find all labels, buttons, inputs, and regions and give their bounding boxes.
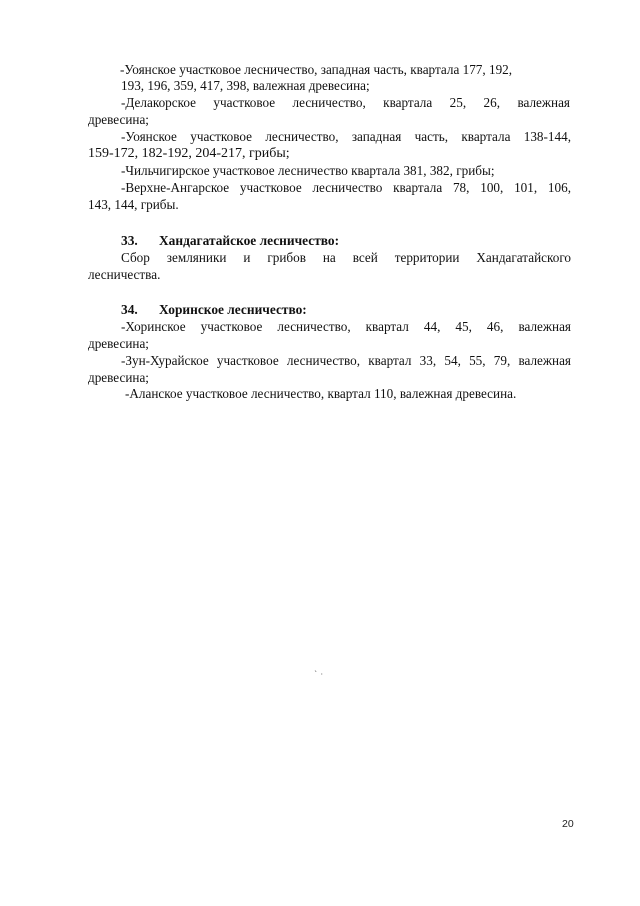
text-line: -Чильчигирское участковое лесничество квартала 381, 382, грибы;: [121, 163, 495, 178]
text-line: -Хоринское участковое лесничество, квартал 44, 45, 46, валежная: [121, 319, 571, 334]
text-line: -Уоянское участковое лесничество, западная часть, квартала 177, 192,: [120, 62, 513, 77]
text-line: 193, 196, 359, 417, 398, валежная древесина;: [121, 78, 370, 93]
section-title: Хоринское лесничество:: [159, 302, 307, 317]
scan-speck: ` ·: [314, 670, 324, 679]
text-line: древесина;: [88, 336, 149, 351]
section-number: 33.: [121, 233, 138, 248]
section-title: Хандагатайское лесничество:: [159, 233, 340, 248]
text-line: -Аланское участковое лесничество, квартал 110, валежная древесина.: [125, 386, 517, 401]
page-number: 20: [562, 818, 574, 830]
text-line: древесина;: [88, 112, 149, 127]
text-line: древесина;: [88, 370, 149, 385]
section-number: 34.: [121, 302, 138, 317]
text-line: 159-172, 182-192, 204-217, грибы;: [88, 146, 290, 161]
text-line: 143, 144, грибы.: [88, 197, 179, 212]
section-heading: [121, 302, 307, 318]
text-line: -Верхне-Ангарское участковое лесничество квартала 78, 100, 101, 106,: [121, 180, 571, 195]
text-line: -Уоянское участковое лесничество, западная часть, квартала 138-144,: [121, 129, 571, 144]
section-heading: [121, 233, 339, 249]
text-line: лесничества.: [88, 267, 161, 282]
text-line: -Зун-Хурайское участковое лесничество, квартал 33, 54, 55, 79, валежная: [121, 353, 571, 368]
text-line: -Делакорское участковое лесничество, квартала 25, 26, валежная: [121, 95, 570, 110]
text-line: Сбор земляники и грибов на всей территории Хандагатайского: [121, 250, 571, 265]
